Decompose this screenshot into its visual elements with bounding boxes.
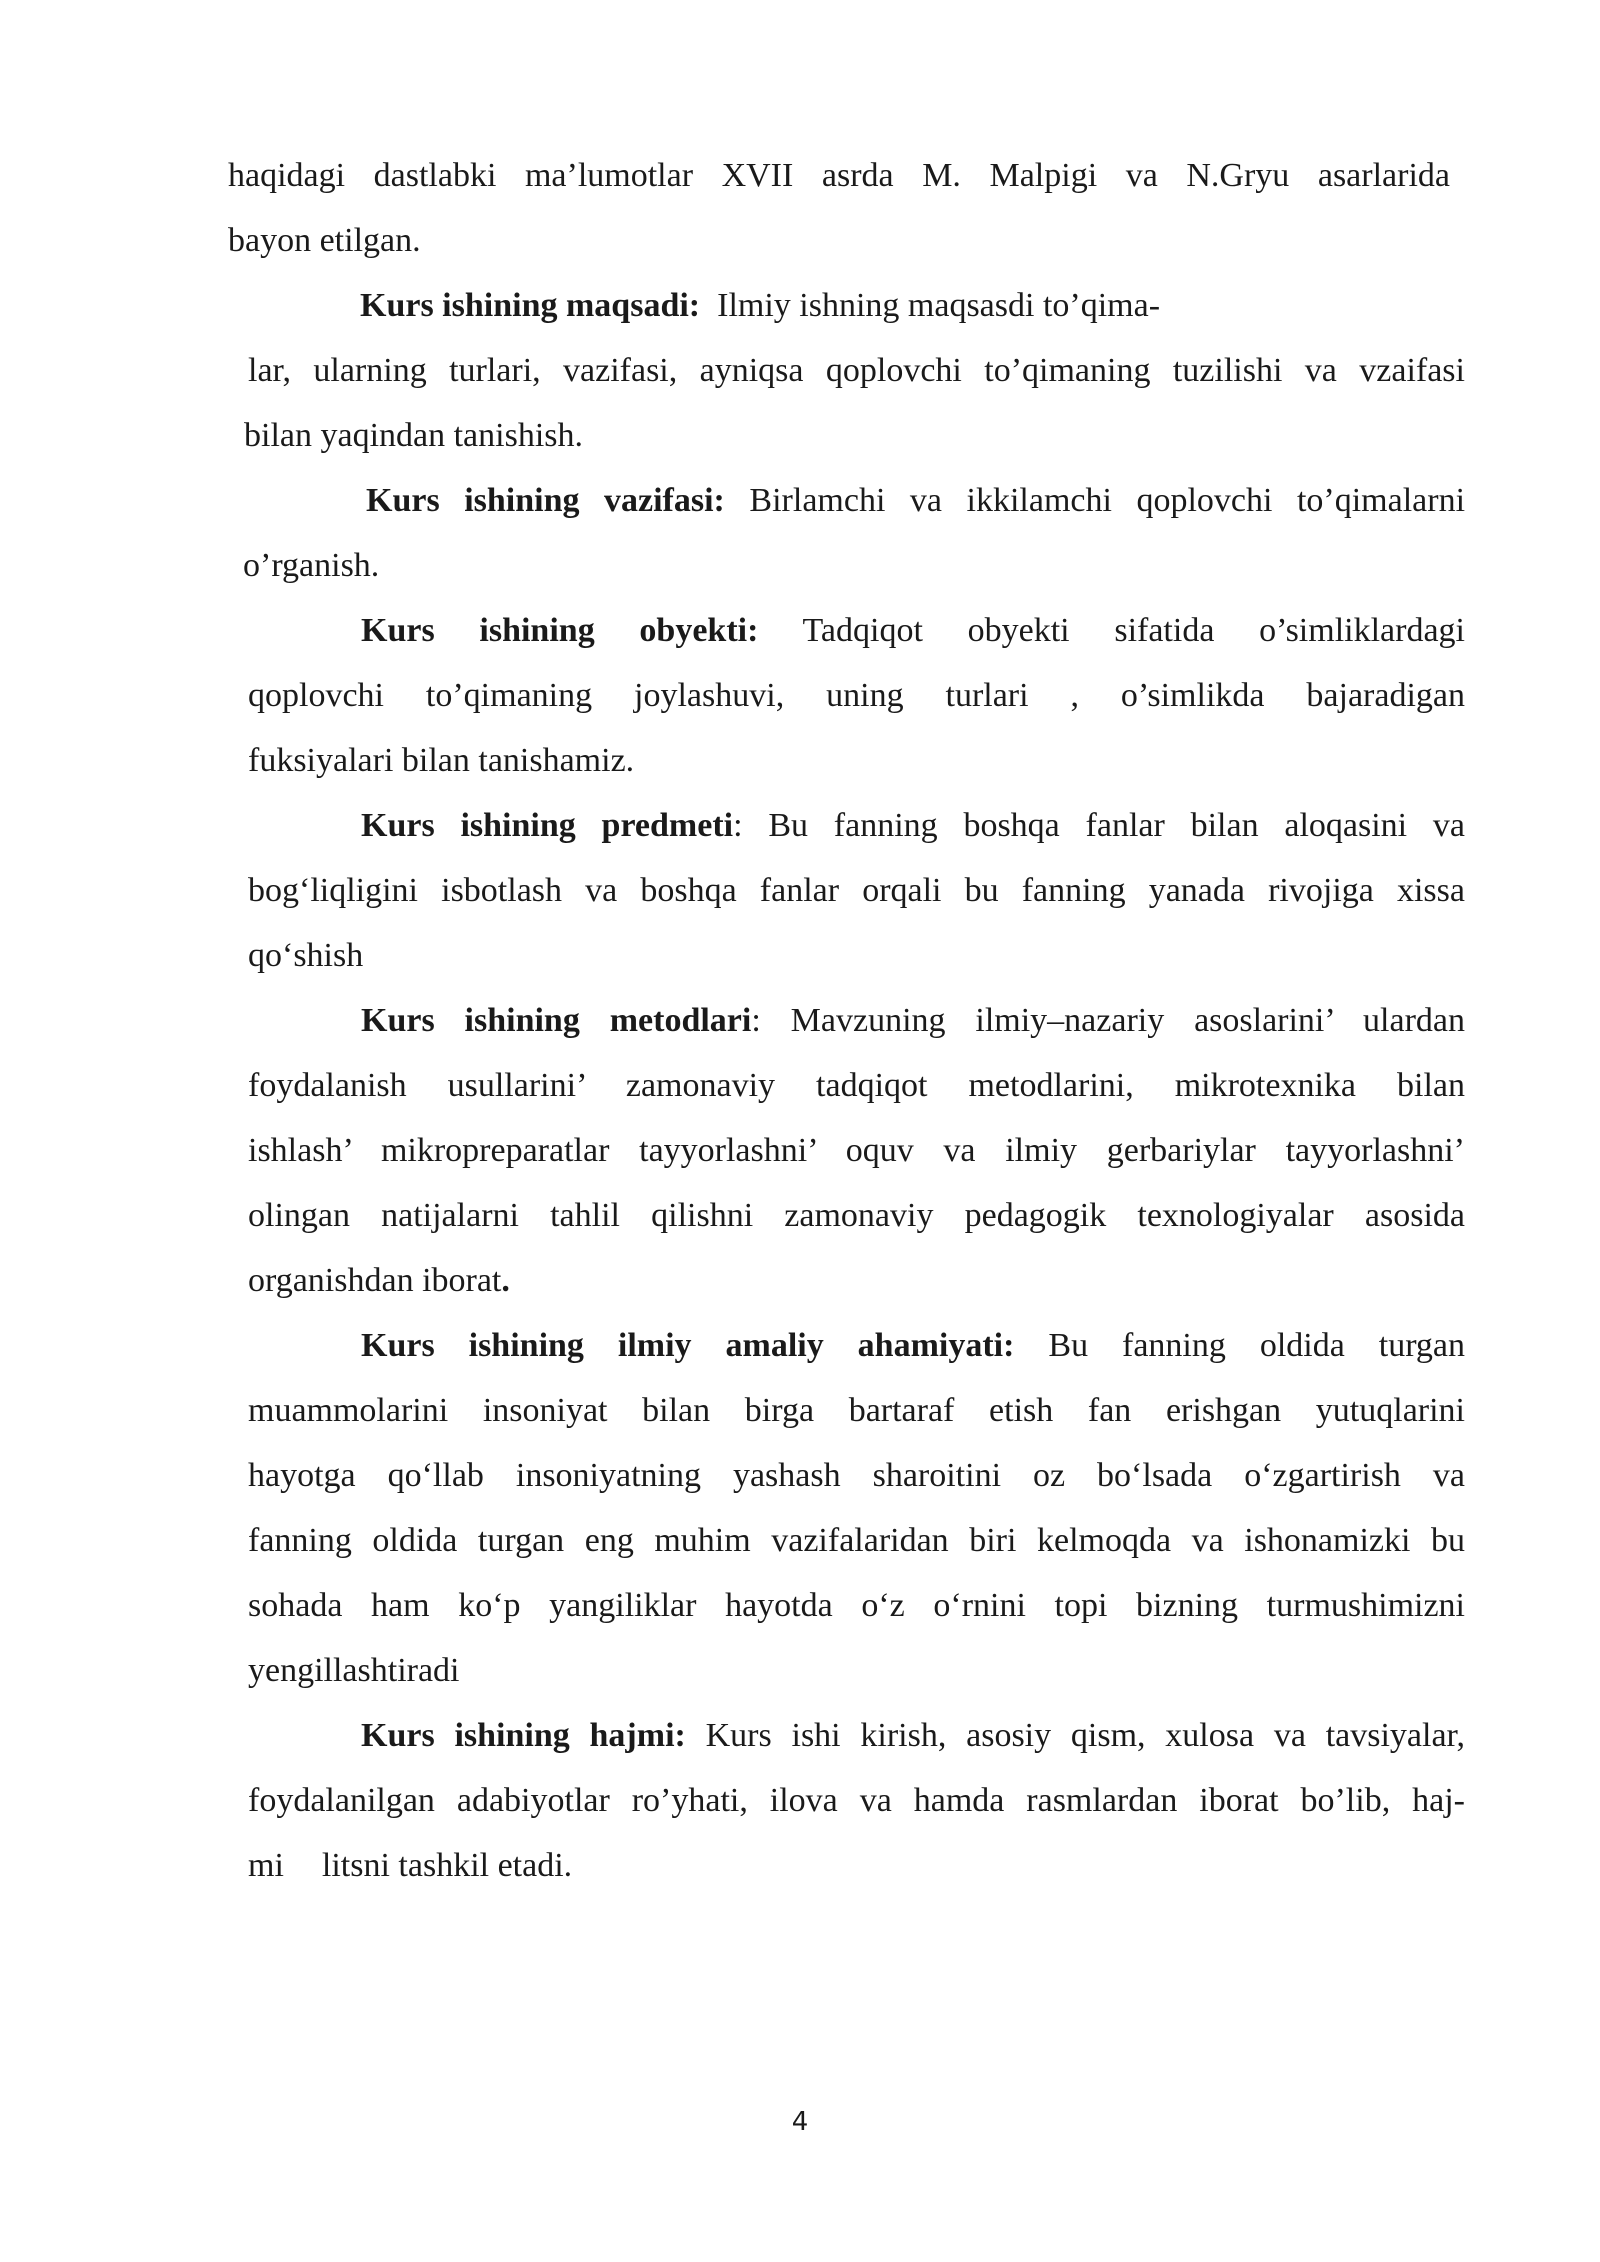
predmet-text: : Bu fanning boshqa fanlar bilan aloqasini va: [733, 807, 1465, 844]
metod-line-2: foydalanish usullarini’ zamonaviy tadqiqot metodlarini, mikrotexnika bilan: [248, 1067, 1465, 1104]
metod-heading: Kurs ishining metodlari: [361, 1002, 752, 1039]
ahamiyat-line-2: muammolarini insoniyat bilan birga bartaraf etish fan erishgan yutuqlarini: [248, 1392, 1465, 1429]
maqsad-line-2: lar, ularning turlari, vazifasi, ayniqsa qoplovchi to’qimaning tuzilishi va vzaifasi: [248, 352, 1465, 389]
obyekt-line-2: qoplovchi to’qimaning joylashuvi, uning turlari , o’simlikda bajaradigan: [248, 677, 1465, 714]
hajm-line-3-a: mi: [248, 1847, 284, 1884]
hajm-text: Kurs ishi kirish, asosiy qism, xulosa va tavsiyalar,: [705, 1717, 1465, 1754]
metod-line-3: ishlash’ mikropreparatlar tayyorlashni’ oquv va ilmiy gerbariylar tayyorlashni’: [248, 1132, 1465, 1169]
metod-line-5: [248, 1261, 510, 1301]
predmet-line-1: [361, 806, 1465, 846]
metod-line-5-text: organishdan iborat: [248, 1262, 502, 1299]
hajm-line-3-b: litsni tashkil etadi.: [321, 1847, 573, 1884]
vazifa-heading: Kurs ishining vazifasi:: [366, 482, 725, 519]
predmet-line-2: bog‘liqligini isbotlash va boshqa fanlar orqali bu fanning yanada rivojiga xissa: [248, 872, 1465, 909]
hajm-line-3: [248, 1846, 572, 1886]
hajm-heading: Kurs ishining hajmi:: [361, 1717, 686, 1754]
ahamiyat-text: Bu fanning oldida turgan: [1048, 1327, 1466, 1364]
ahamiyat-line-5: sohada ham ko‘p yangiliklar hayotda o‘z o‘rnini topi bizning turmushimizni: [248, 1587, 1465, 1624]
metod-text: : Mavzuning ilmiy–nazariy asoslarini’ ulardan: [751, 1002, 1465, 1039]
intro-line-2: bayon etilgan.: [228, 222, 421, 259]
page-number: 4: [791, 2107, 809, 2137]
maqsad-line-1: [360, 286, 1160, 326]
obyekt-line-1: [361, 611, 1465, 651]
obyekt-heading: Kurs ishining obyekti:: [361, 612, 759, 649]
ahamiyat-line-4: fanning oldida turgan eng muhim vazifalaridan biri kelmoqda va ishonamizki bu: [248, 1522, 1465, 1559]
ahamiyat-line-6: yengillashtiradi: [248, 1652, 460, 1689]
maqsad-heading: Kurs ishining maqsadi:: [360, 287, 701, 324]
metod-line-5-period: .: [501, 1262, 510, 1299]
ahamiyat-heading: Kurs ishining ilmiy amaliy ahamiyati:: [361, 1327, 1015, 1364]
predmet-line-3: qo‘shish: [248, 937, 364, 974]
vazifa-text: Birlamchi va ikkilamchi qoplovchi to’qimalarni: [749, 482, 1466, 519]
ahamiyat-line-3: hayotga qo‘llab insoniyatning yashash sharoitini oz bo‘lsada o‘zgartirish va: [248, 1457, 1465, 1494]
ahamiyat-line-1: [361, 1326, 1465, 1366]
metod-line-1: [361, 1001, 1465, 1041]
maqsad-text: Ilmiy ishning maqsasdi to’qima-: [717, 287, 1161, 324]
obyekt-line-3: fuksiyalari bilan tanishamiz.: [248, 742, 635, 779]
obyekt-text: Tadqiqot obyekti sifatida o’simliklardagi: [802, 612, 1465, 649]
metod-line-4: olingan natijalarni tahlil qilishni zamonaviy pedagogik texnologiyalar asosida: [248, 1197, 1465, 1234]
vazifa-line-1: [366, 481, 1465, 521]
intro-line-1: haqidagi dastlabki ma’lumotlar XVII asrda M. Malpigi va N.Gryu asarlarida: [228, 157, 1450, 194]
vazifa-line-2: o’rganish.: [243, 547, 380, 584]
predmet-heading: Kurs ishining predmeti: [361, 807, 734, 844]
hajm-line-2: foydalanilgan adabiyotlar ro’yhati, ilova va hamda rasmlardan iborat bo’lib, haj-: [248, 1782, 1465, 1819]
maqsad-line-3: bilan yaqindan tanishish.: [244, 417, 584, 454]
hajm-line-1: [361, 1716, 1465, 1756]
